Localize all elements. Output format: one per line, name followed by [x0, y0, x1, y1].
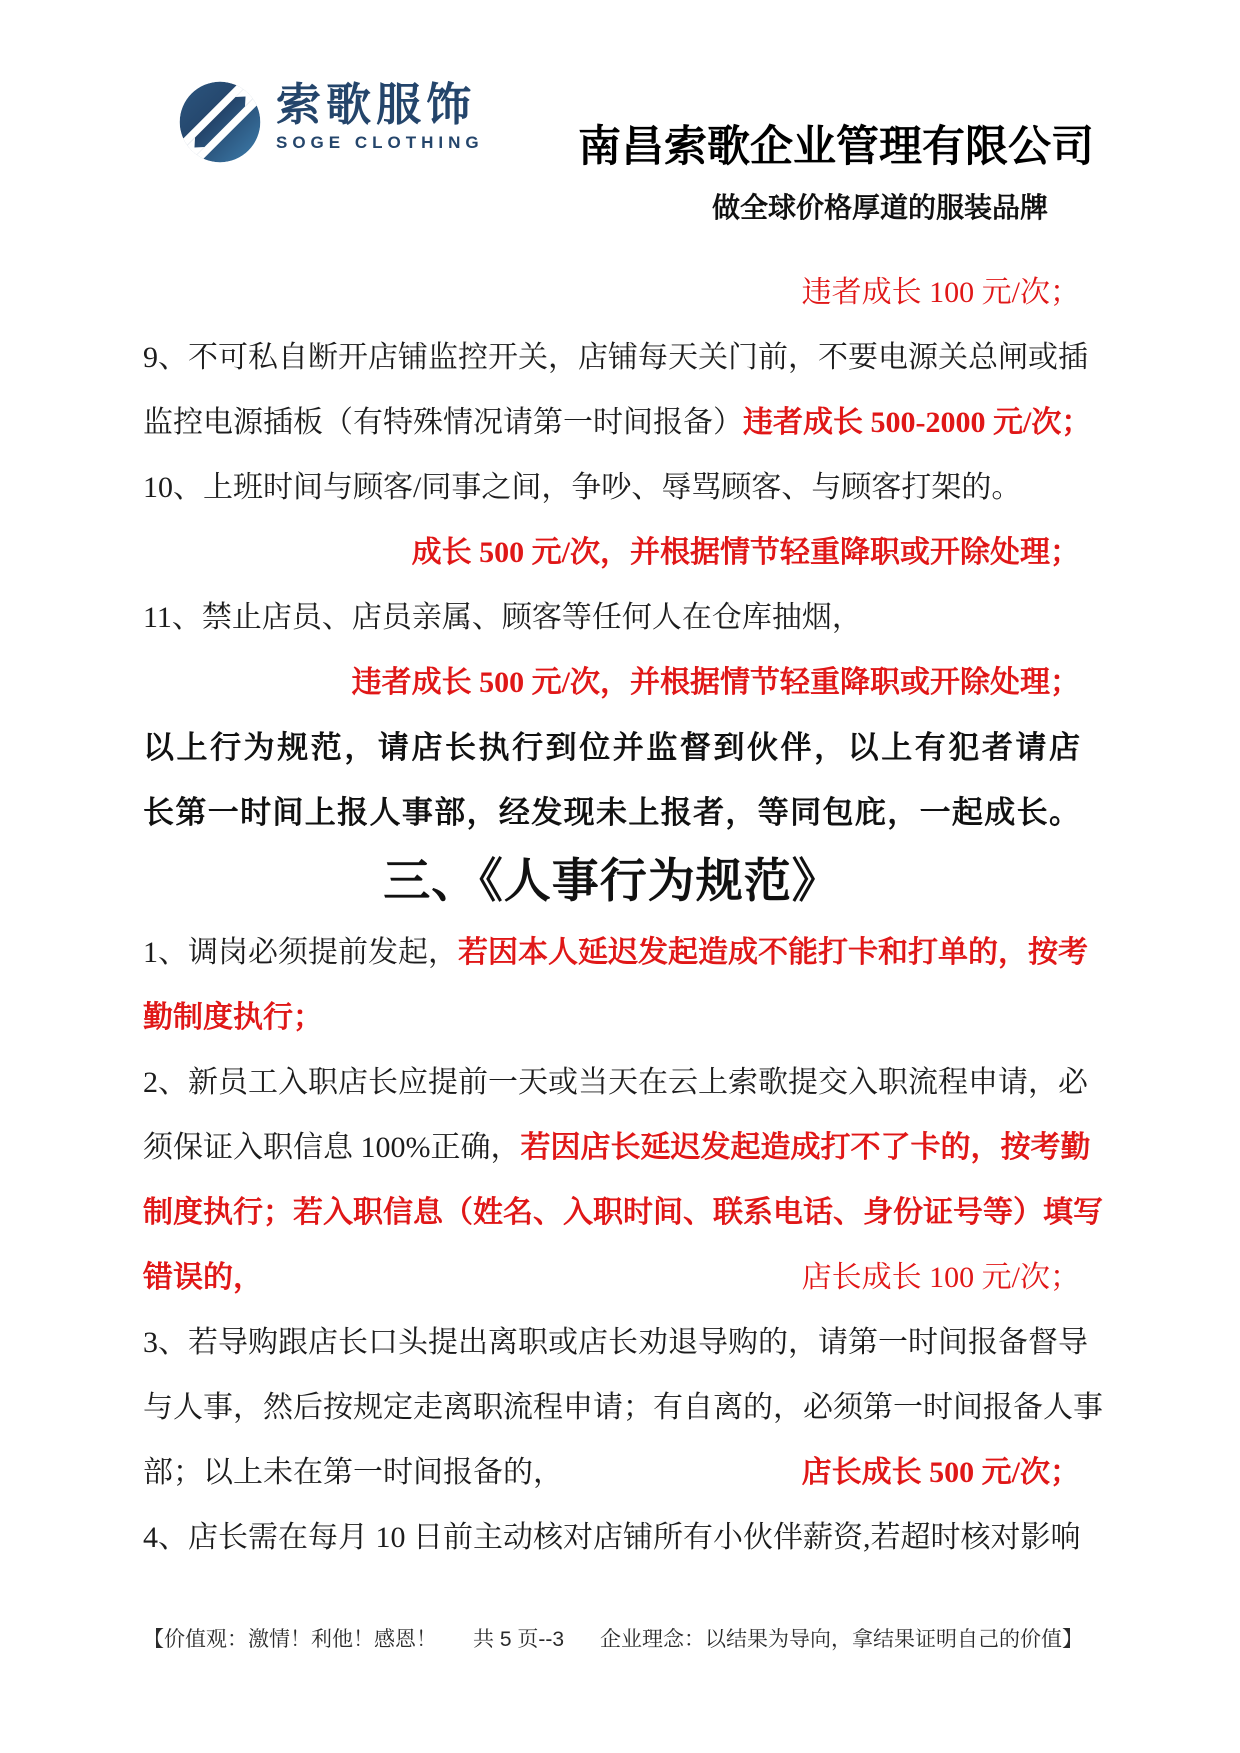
- text-segment-redbold: 若因店长延迟发起造成打不了卡的，按考勤: [520, 1131, 1091, 1164]
- text-segment-black: 4、店长需在每月 10 日前主动核对店铺所有小伙伴薪资,若超时核对影响: [143, 1521, 1081, 1554]
- text-segment-black: 2、新员工入职店长应提前一天或当天在云上索歌提交入职流程申请，必: [143, 1066, 1088, 1099]
- doc-line-2: [143, 325, 1088, 390]
- doc-line-10: [143, 845, 1080, 920]
- text-segment-redbold: 违者成长 500 元/次，并根据情节轻重降职或开除处理；: [351, 666, 1080, 699]
- logo-name-en: SOGE CLOTHING: [276, 133, 484, 152]
- doc-line-6: [143, 585, 1080, 650]
- text-segment-black: 1、调岗必须提前发起，: [143, 936, 458, 969]
- company-title: 南昌索歌企业管理有限公司: [578, 123, 1094, 171]
- text-segment-black: 监控电源插板（有特殊情况请第一时间报备）: [143, 406, 743, 439]
- logo-text: [276, 80, 484, 154]
- doc-line-16: [143, 1245, 1080, 1310]
- page-footer: [143, 1626, 1083, 1654]
- text-segment-black: 3、若导购跟店长口头提出离职或店长劝退导购的，请第一时间报备督导: [143, 1326, 1088, 1359]
- text-segment-redbold: 违者成长 500-2000 元/次；: [743, 406, 1092, 439]
- doc-line-12: [143, 985, 1080, 1050]
- doc-line-15: [143, 1180, 1103, 1245]
- text-segment-redbold: 错误的，: [143, 1261, 263, 1294]
- soge-s-monogram-icon: [178, 80, 262, 164]
- text-segment-bold: 以上行为规范，请店长执行到位并监督到伙伴，以上有犯者请店: [143, 730, 1080, 765]
- footer-page-indicator: 共 5 页--3: [472, 1628, 564, 1651]
- doc-line-3: [143, 390, 1092, 455]
- text-segment-redbold: 勤制度执行；: [143, 1001, 323, 1034]
- doc-line-7: [143, 650, 1080, 715]
- doc-line-13: [143, 1050, 1088, 1115]
- footer-values: 【价值观：激情！利他！感恩！: [143, 1628, 437, 1651]
- footer-philosophy: 企业理念：以结果为导向，拿结果证明自己的价值】: [599, 1628, 1083, 1651]
- text-segment-redbold: 店长成长 500 元/次；: [801, 1456, 1080, 1489]
- doc-line-18: [143, 1375, 1103, 1440]
- text-segment-black: 须保证入职信息 100%正确，: [143, 1131, 521, 1164]
- text-segment-bold: 三、《人事行为规范》: [383, 856, 840, 908]
- doc-line-20: [143, 1505, 1080, 1570]
- doc-line-1: [143, 260, 1080, 325]
- text-segment-redbold: 制度执行；若入职信息（姓名、入职时间、联系电话、身份证号等）填写: [143, 1196, 1103, 1229]
- company-slogan: 做全球价格厚道的服装品牌: [712, 193, 1049, 224]
- text-segment-redbold: 成长 500 元/次，并根据情节轻重降职或开除处理；: [411, 536, 1080, 569]
- text-segment-bold: 长第一时间上报人事部，经发现未上报者，等同包庇，一起成长。: [143, 795, 1080, 830]
- doc-line-8: [143, 715, 1080, 780]
- doc-line-19: [143, 1440, 1080, 1505]
- doc-line-11: [143, 920, 1088, 985]
- doc-line-17: [143, 1310, 1088, 1375]
- logo-name-cn: 索歌服饰: [276, 79, 477, 130]
- text-segment-red: 违者成长 100 元/次；: [801, 276, 1080, 309]
- text-segment-black: 10、上班时间与顾客/同事之间，争吵、辱骂顾客、与顾客打架的。: [143, 471, 1022, 504]
- doc-line-4: [143, 455, 1080, 520]
- company-logo: [178, 80, 484, 164]
- text-segment-redbold: 若因本人延迟发起造成不能打卡和打单的，按考: [458, 936, 1088, 969]
- text-segment-black: 与人事，然后按规定走离职流程申请；有自离的，必须第一时间报备人事: [143, 1391, 1103, 1424]
- text-segment-black: 11、禁止店员、店员亲属、顾客等任何人在仓库抽烟，: [143, 601, 862, 634]
- text-segment-black: 部；以上未在第一时间报备的，: [143, 1456, 563, 1489]
- text-segment-red: 店长成长 100 元/次；: [801, 1261, 1080, 1294]
- doc-line-14: [143, 1115, 1091, 1180]
- text-segment-black: 9、不可私自断开店铺监控开关，店铺每天关门前，不要电源关总闸或插: [143, 341, 1088, 374]
- doc-line-9: [143, 780, 1080, 845]
- doc-line-5: [143, 520, 1080, 585]
- document-body: [143, 260, 1103, 1570]
